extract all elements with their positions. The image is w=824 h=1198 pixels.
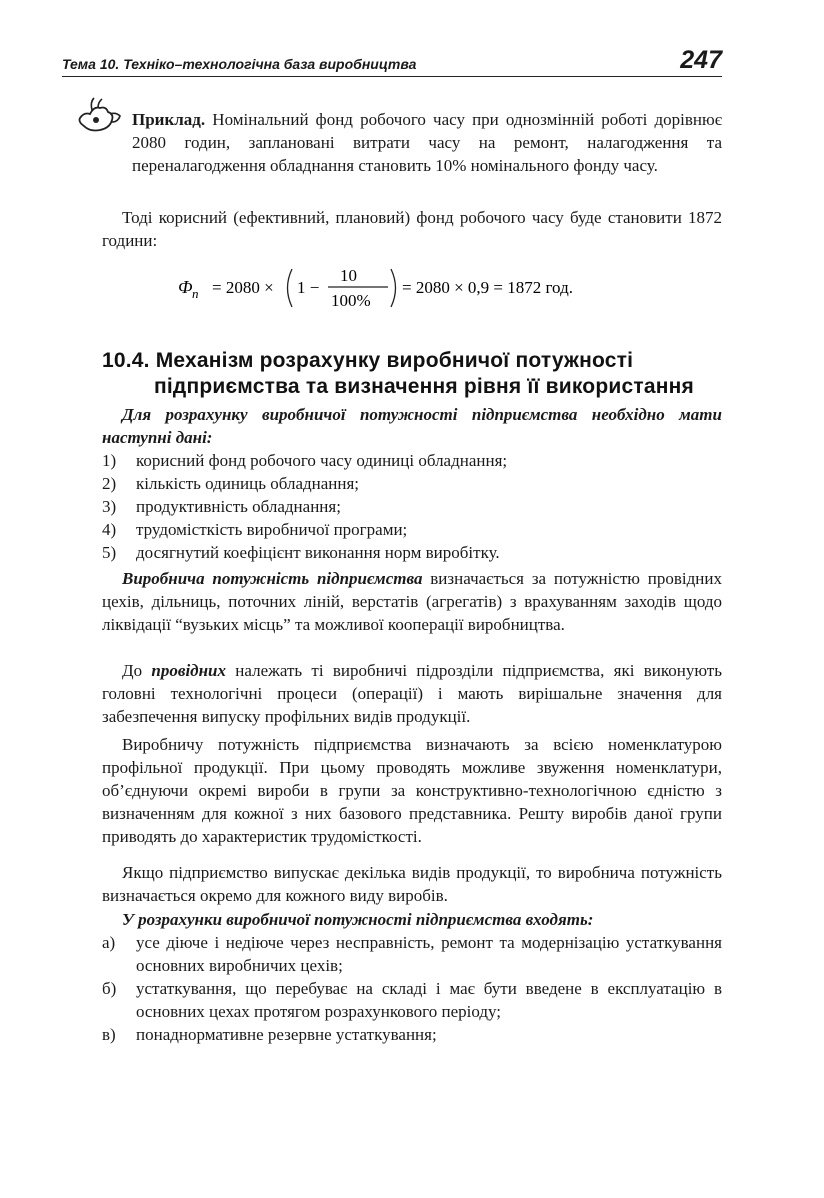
list-item [102, 977, 722, 1023]
section-heading-line2: підприємства та визначення рівня її використання [154, 375, 694, 398]
list-item [102, 1023, 722, 1046]
included-intro-text: У розрахунки виробничої потужності підприємства входять: [122, 910, 594, 929]
formula-denominator: 100% [331, 291, 371, 310]
multi-product-paragraph [102, 861, 722, 907]
then-paragraph [102, 206, 722, 252]
header-title: Тема 10. Техніко–технологічна база виробництва [62, 56, 417, 72]
example-paragraph [132, 108, 722, 177]
leading-before: До [122, 661, 152, 680]
section-heading [102, 348, 722, 400]
capacity-term: Виробнича потужність підприємства [122, 569, 423, 588]
list-item-number: 5) [102, 543, 117, 562]
formula-left: = 2080 × [212, 278, 274, 297]
example-label: Приклад. [132, 110, 206, 129]
capacity-paragraph [102, 567, 722, 636]
list-item-text: трудомісткість виробничої програми; [136, 520, 408, 539]
running-header [62, 46, 722, 77]
included-list [102, 931, 722, 1046]
list-item-text: досягнутий коефіцієнт виконання норм виробітку. [136, 543, 500, 562]
list-item [102, 931, 722, 977]
list-item-text: понаднормативне резервне устаткування; [136, 1025, 437, 1044]
example-text: Номінальний фонд робочого часу при однозмінній роботі дорівнює 2080 годин, заплановані витрати часу на ремонт, налагодження та переналагодження обладнання становить 10% номінального фонду часу. [132, 110, 722, 175]
data-list [102, 449, 722, 564]
data-intro-text: Для розрахунку виробничої потужності підприємства необхідно мати наступні дані: [102, 405, 722, 447]
list-item [102, 495, 722, 518]
multi-product-text: Якщо підприємство випускає декілька видів продукції, то виробнича потужність визначається окремо для кожного виду виробів. [102, 863, 722, 905]
page-number: 247 [680, 46, 722, 74]
list-item-number: а) [102, 933, 116, 952]
list-item-number: в) [102, 1025, 116, 1044]
list-item [102, 541, 722, 564]
list-item-text: устаткування, що перебуває на складі і має бути введене в експлуатацію в основних цехах протягом розрахункового періоду; [136, 979, 722, 1021]
formula-subscript: п [192, 286, 199, 301]
list-item-number: 4) [102, 520, 117, 539]
formula [170, 263, 640, 313]
example-hand-icon [74, 96, 124, 136]
section-heading-line1: 10.4. Механізм розрахунку виробничої потужності [102, 349, 634, 372]
formula-right: = 2080 × 0,9 = 1872 год. [402, 278, 573, 297]
leading-term: провідних [151, 661, 226, 680]
then-text: Тоді корисний (ефективний, плановий) фонд робочого часу буде становити 1872 години: [102, 208, 722, 250]
list-item-text: корисний фонд робочого часу одиниці обладнання; [136, 451, 508, 470]
data-intro [102, 403, 722, 449]
list-item-number: 1) [102, 451, 117, 470]
formula-numerator: 10 [340, 266, 357, 285]
formula-symbol: Ф [178, 277, 193, 297]
leading-paragraph [102, 659, 722, 728]
list-item [102, 518, 722, 541]
list-item [102, 449, 722, 472]
list-item-number: 3) [102, 497, 117, 516]
list-item-text: кількість одиниць обладнання; [136, 474, 360, 493]
leading-text: належать ті виробничі підрозділи підприємства, які виконують головні технологічні процеси (операції) і мають вирішальне значення для забезпечення випуску профільних видів продукції. [102, 661, 722, 726]
nomenclature-paragraph [102, 733, 722, 848]
capacity-text: визначається за потужністю провідних цехів, дільниць, поточних ліній, верстатів (агрегатів) з врахуванням заходів щодо ліквідації “вузьких місць” та можливої кооперації виробництва. [102, 569, 722, 634]
formula-one-minus: 1 − [297, 278, 320, 297]
list-item-text: усе діюче і недіюче через несправність, ремонт та модернізацію устаткування основних виробничих цехів; [136, 933, 722, 975]
included-intro [102, 908, 722, 931]
list-item-text: продуктивність обладнання; [136, 497, 341, 516]
list-item [102, 472, 722, 495]
list-item-number: 2) [102, 474, 117, 493]
list-item-number: б) [102, 979, 117, 998]
nomenclature-text: Виробничу потужність підприємства визначають за всією номенклатурою профільної продукції. При цьому проводять можливе звуження номенклатури, об’єднуючи окремі вироби в групи за конструктивно-технологічною єдністю з визначенням для кожної з них базового представника. Решту виробів даної групи приводять до характеристик трудомісткості. [102, 735, 722, 846]
